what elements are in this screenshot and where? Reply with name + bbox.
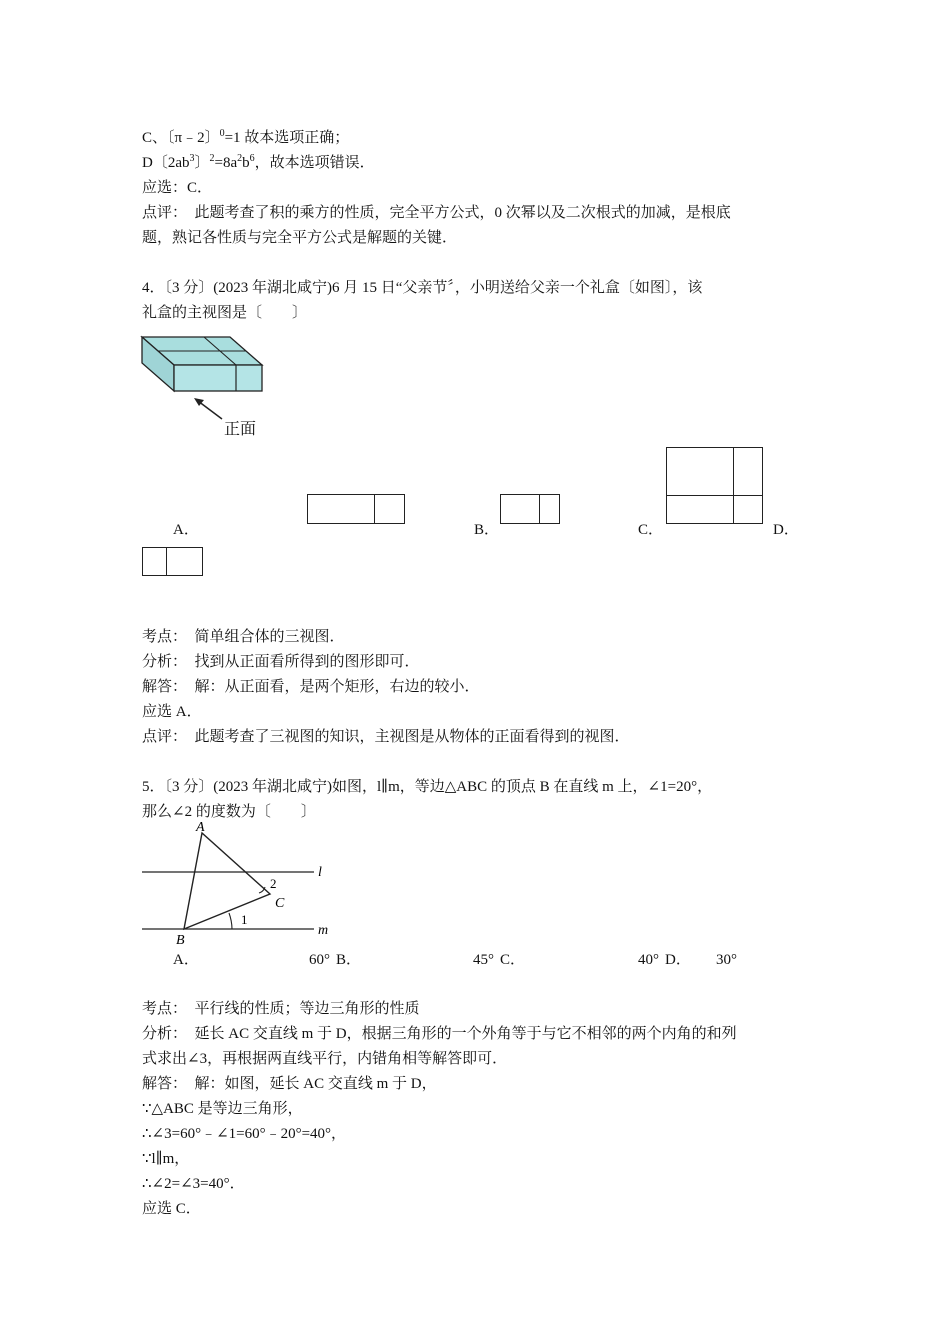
box-front-face — [174, 365, 262, 391]
angle-1-arc — [229, 913, 232, 929]
gift-box-figure — [138, 333, 268, 443]
q5-option-b-value: 45° — [473, 952, 494, 968]
q5-step4: ∴∠2=∠3=40°． — [142, 1176, 245, 1192]
q5-step3: ∵l∥m， — [142, 1151, 190, 1167]
front-label: 正面 — [224, 421, 257, 438]
q3-comment-line1: 点评： 此题考查了积的乘方的性质，完全平方公式，0 次幂以及二次根式的加减，是根底 — [142, 205, 731, 221]
q4-fenxi: 分析： 找到从正面看所得到的图形即可． — [142, 654, 420, 670]
q5-fenxi-line1: 分析： 延长 AC 交直线 m 于 D，根据三角形的一个外角等于与它不相邻的两个内角的和列 — [142, 1026, 737, 1042]
option-d-text: ，故本选项错误． — [254, 155, 375, 171]
angle-2-arc — [259, 887, 265, 893]
q3-comment-line2: 题，熟记各性质与完全平方公式是解题的关键． — [142, 230, 458, 246]
q4-kaodian: 考点： 简单组合体的三视图． — [142, 629, 345, 645]
q5-option-a-value: 60° — [309, 952, 330, 968]
triangle-parallel-lines-figure — [138, 818, 338, 948]
q5-fenxi-line2: 式求出∠3，再根据两直线平行，内错角相等解答即可． — [142, 1051, 508, 1067]
triangle-abc — [184, 833, 270, 929]
q5-option-d-value: 30° — [716, 952, 737, 968]
q4-option-c-figure — [666, 447, 763, 524]
option-d-text: D〔2ab — [142, 155, 190, 171]
q4-option-b-label: B． — [474, 522, 500, 538]
q5-jieda: 解答： 解：如图，延长 AC 交直线 m 于 D， — [142, 1076, 437, 1092]
q3-answer: 应选：C． — [142, 180, 213, 196]
exponent: 0 — [219, 128, 225, 139]
q4-answer: 应选 A． — [142, 704, 202, 720]
q5-step1: ∵△ABC 是等边三角形， — [142, 1101, 303, 1117]
q4-jieda: 解答： 解：从正面看，是两个矩形，右边的较小． — [142, 679, 480, 695]
q5-option-a-label: A． — [173, 952, 199, 968]
q5-step2: ∴∠3=60°﹣∠1=60°﹣20°=40°， — [142, 1126, 347, 1142]
option-c-line — [142, 128, 349, 148]
option-d-text: =8a — [214, 155, 238, 171]
q5-option-c-label: C． — [500, 952, 526, 968]
exponent: 2 — [209, 153, 215, 164]
exponent: 6 — [249, 153, 255, 164]
q5-answer: 应选 C． — [142, 1201, 201, 1217]
q4-option-b-figure — [500, 494, 560, 524]
q4-option-a-label: A． — [173, 522, 199, 538]
line-m-label: m — [318, 923, 329, 938]
q5-stem-line1: 5．〔3 分〕(2023 年湖北咸宁)如图，l∥m，等边△ABC 的顶点 B 在直线 m 上，∠1=20°， — [142, 779, 713, 795]
arrow-shaft — [198, 401, 222, 419]
q4-option-d-label: D． — [773, 522, 799, 538]
q5-kaodian: 考点： 平行线的性质；等边三角形的性质 — [142, 1001, 420, 1017]
option-d-text: 〕 — [194, 155, 210, 171]
angle-2-label: 2 — [270, 876, 277, 891]
option-d-text: b — [242, 155, 250, 171]
vertex-a-label: A — [196, 820, 205, 835]
vertex-c-label: C — [275, 896, 285, 911]
option-d-line — [142, 153, 375, 173]
q4-stem-line1: 4．〔3 分〕(2023 年湖北咸宁)6 月 15 日“父亲节〞，小明送给父亲一个礼盒〔如图〕，该 — [142, 280, 703, 296]
exponent: 3 — [189, 153, 195, 164]
vertex-b-label: B — [176, 933, 185, 948]
q5-option-c-value: 40° — [638, 952, 659, 968]
q5-option-b-label: B． — [336, 952, 362, 968]
q5-option-d-label: D． — [665, 952, 691, 968]
q4-dianping: 点评： 此题考查了三视图的知识，主视图是从物体的正面看得到的视图． — [142, 729, 630, 745]
q4-stem-line2: 礼盒的主视图是〔 〕 — [142, 305, 308, 321]
q4-option-c-label: C． — [638, 522, 664, 538]
line-l-label: l — [318, 865, 322, 880]
option-c-text: C、〔π﹣2〕 — [142, 130, 220, 146]
q4-option-a-figure — [307, 494, 405, 524]
angle-1-label: 1 — [241, 912, 248, 927]
exponent: 2 — [237, 153, 243, 164]
option-c-text: =1 故本选项正确； — [224, 130, 350, 146]
q5-stem-line2: 那么∠2 的度数为〔 〕 — [142, 804, 316, 820]
q4-option-d-figure — [142, 547, 203, 576]
